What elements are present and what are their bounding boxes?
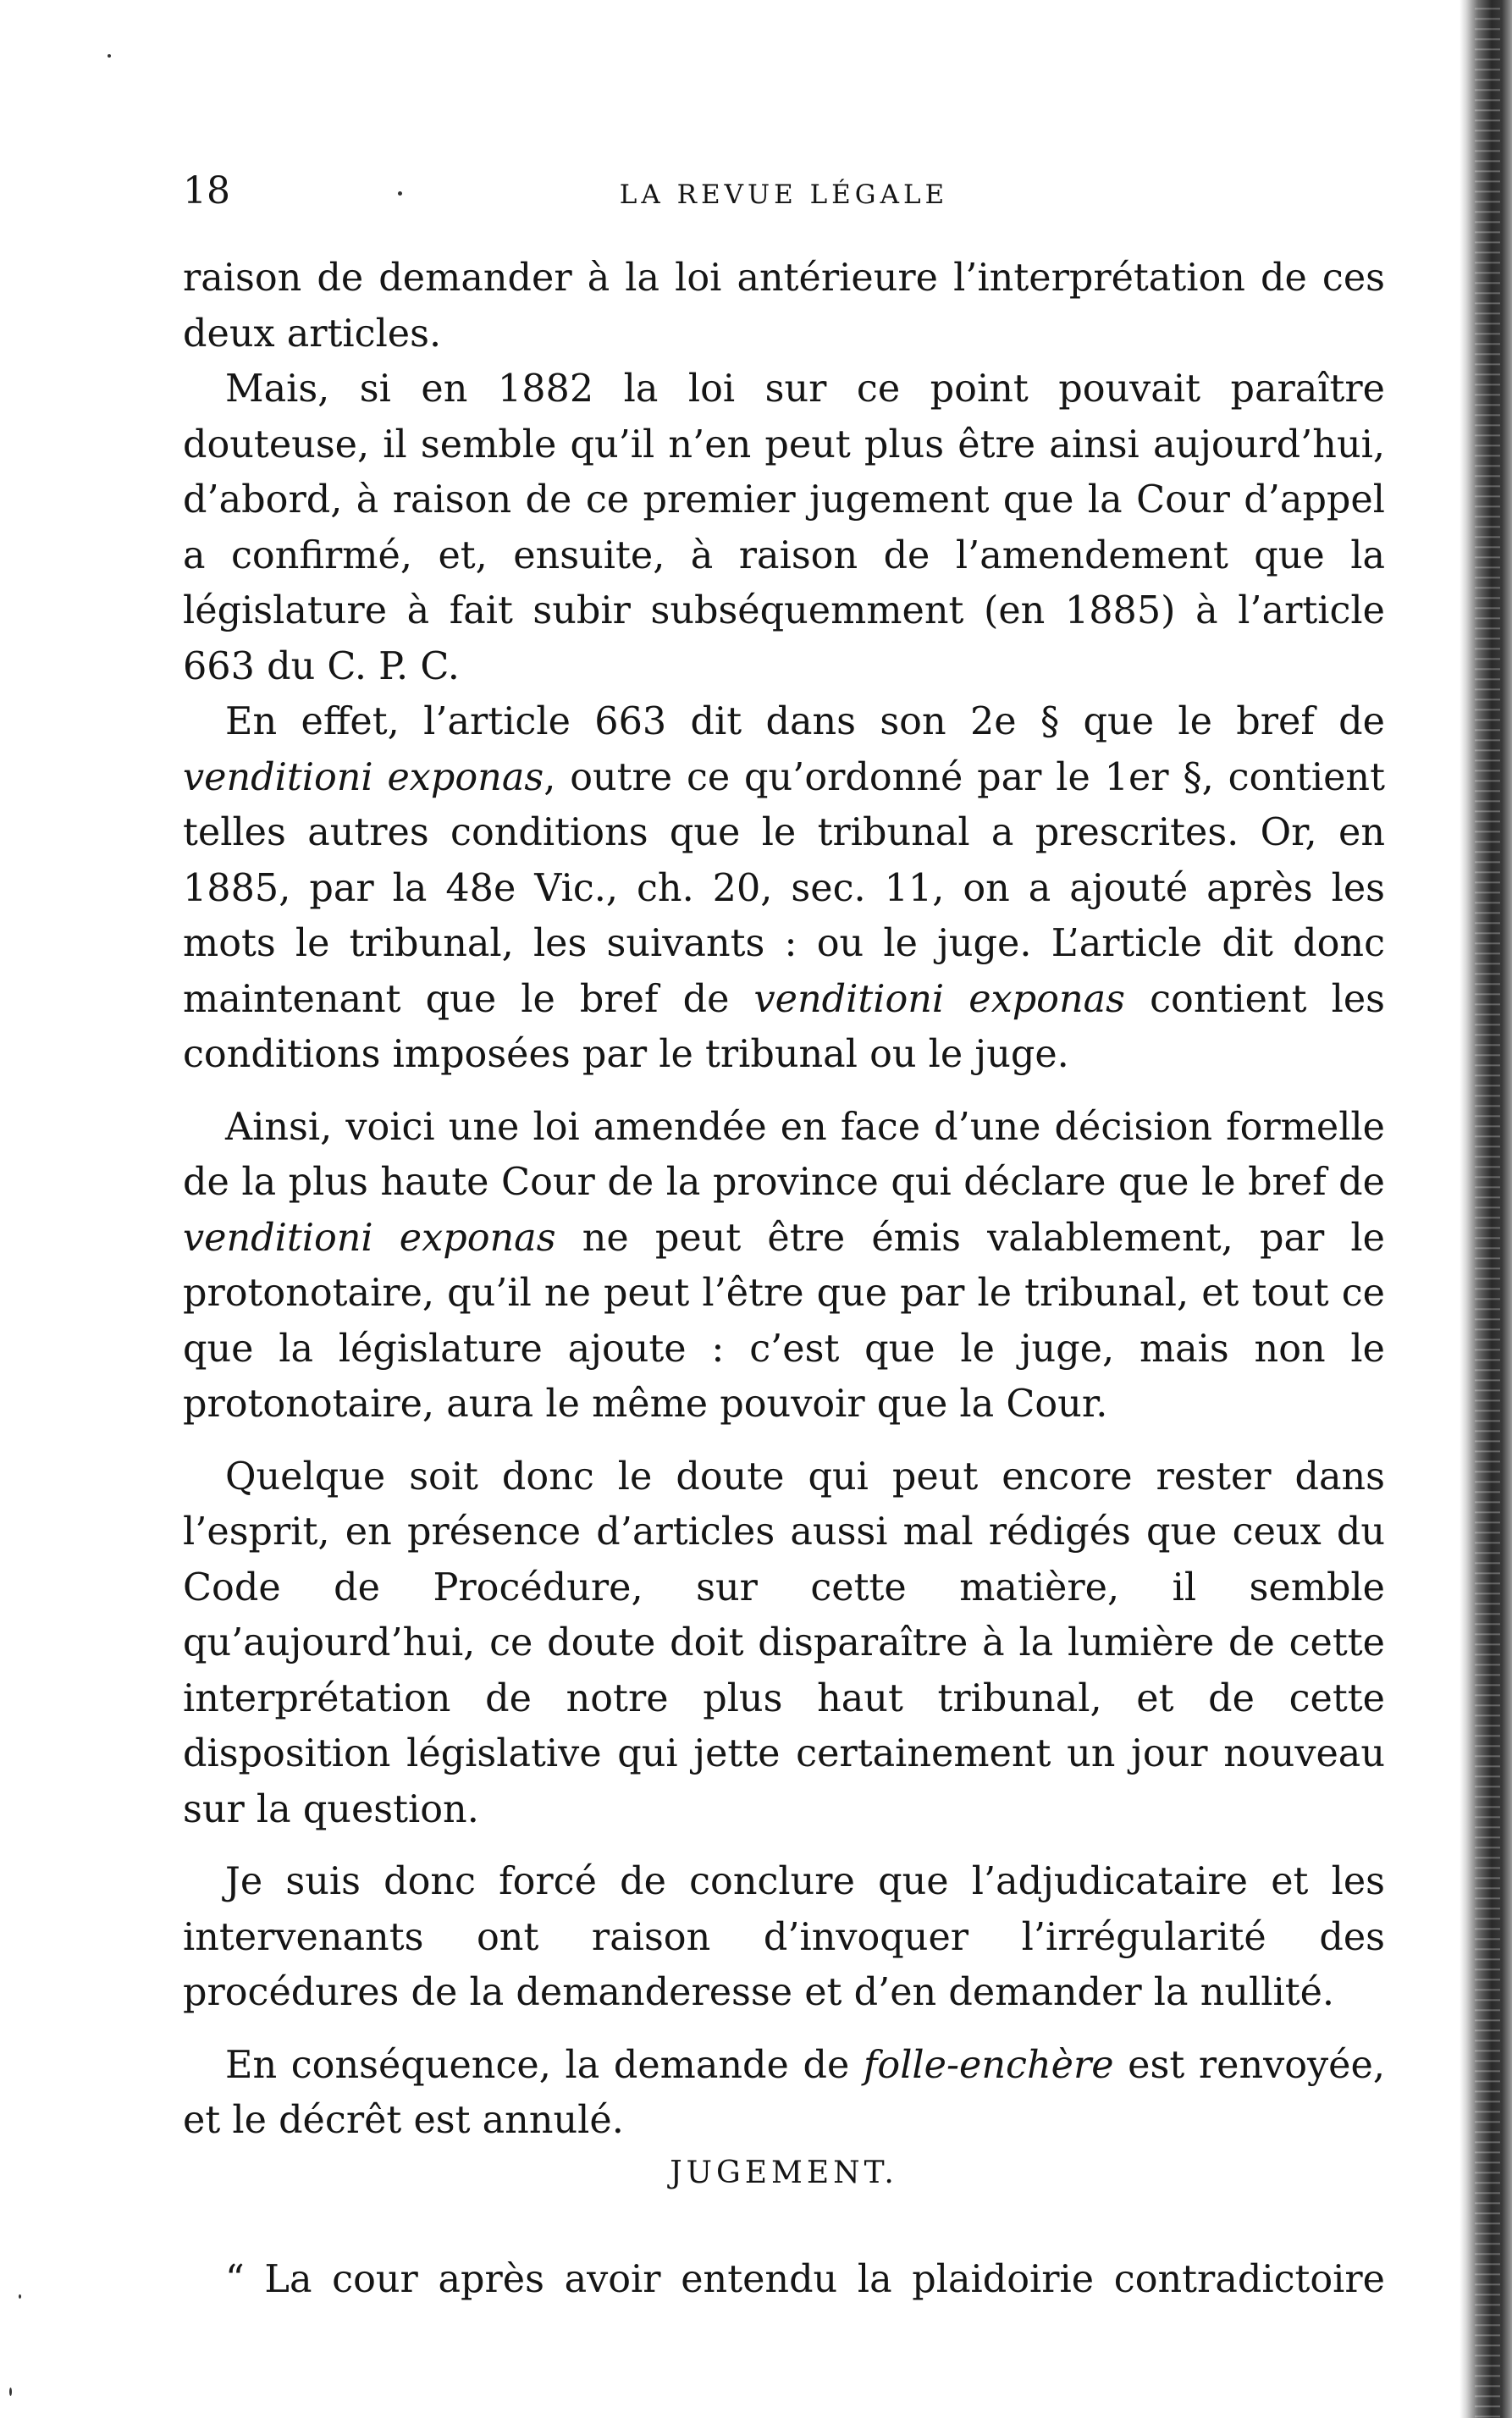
paragraph-3-text-c: contient les conditions imposées par le tribunal ou le juge. [183, 977, 1385, 1076]
paragraph-6-text: Je suis donc forcé de conclure que l’adjudicataire et les intervenants ont raison d’invoquer l’irrégularité des procédures de la demanderesse et d’en demander la nullité. [183, 1860, 1385, 2014]
paragraph-3-latin-term-2: venditioni exponas [753, 977, 1126, 1021]
paragraph-6 [183, 1854, 1385, 2021]
paragraph-4-text-b: ne peut être émis valablement, par le protonotaire, qu’il ne peut l’être que par le tribunal, et tout ce que la législature ajoute : c’est que le juge, mais non le protonotaire, aura le même pouvoir que la Cour. [183, 1216, 1385, 1426]
paragraph-5 [183, 1449, 1385, 1838]
page-header [183, 166, 1385, 217]
paragraph-1-text: raison de demander à la loi antérieure l’interprétation de ces deux articles. [183, 257, 1385, 356]
paragraph-4 [183, 1100, 1385, 1433]
paragraph-5-text: Quelque soit donc le doute qui peut encore rester dans l’esprit, en présence d’articles aussi mal rédigés que ceux du Code de Procédure, sur cette matière, il semble qu’aujourd’hui, ce doute doit disparaître à la lumière de cette interprétation de notre plus haut tribunal, et de cette disposition législative qui jette certainement un jour nouveau sur la question. [183, 1455, 1385, 1831]
closing-line: “ La cour après avoir entendu la plaidoirie contradictoire [225, 2258, 1385, 2301]
paragraph-3-text-b: , outre ce qu’ordonné par le 1er §, contient telles autres conditions que le tribunal a prescrites. Or, en 1885, par la 48e Vic., ch. 20, sec. 11, on a ajouté après les mots le tribunal, les suivants : ou le juge. L’article dit donc maintenant que le bref de [183, 755, 1385, 1021]
section-heading: JUGEMENT. [670, 2156, 898, 2190]
paragraph-2 [183, 362, 1385, 694]
paragraph-3 [183, 694, 1385, 1083]
paragraph-7-text-a: En conséquence, la demande de [225, 2043, 864, 2087]
paragraph-4-latin-term: venditioni exponas [183, 1216, 556, 1260]
paragraph-3-text-a: En effet, l’article 663 dit dans son 2e § que le bref de [225, 700, 1385, 743]
paragraph-4-text-a: Ainsi, voici une loi amendée en face d’une décision formelle de la plus haute Cour de la province qui déclare que le bref de [183, 1105, 1385, 1204]
paragraph-2-text: Mais, si en 1882 la loi sur ce point pouvait paraître douteuse, il semble qu’il n’en peut plus être ainsi aujourd’hui, d’abord, à raison de ce premier jugement que la Cour d’appel a confirmé, et, ensuite, à raison de l’amendement que la législature à fait subir subséquemment (en 1885) à l’article 663 du C. P. C. [183, 367, 1385, 688]
paragraph-1 [183, 251, 1385, 362]
scan-speck [108, 54, 111, 58]
paragraph-7-term: folle-enchère [863, 2043, 1114, 2087]
scan-speck [9, 2388, 12, 2396]
scan-speck [398, 191, 402, 196]
paragraph-7-text-b: est renvoyée, et le décrêt est annulé. [183, 2043, 1386, 2142]
page-number: 18 [183, 169, 230, 213]
paragraph-3-latin-term-1: venditioni exponas [183, 755, 544, 799]
running-head: LA REVUE LÉGALE [619, 179, 949, 210]
scan-speck [19, 2294, 21, 2299]
binding-streaks [1475, 0, 1500, 2418]
paragraph-7 [183, 2038, 1385, 2149]
body-text [183, 251, 1385, 2149]
